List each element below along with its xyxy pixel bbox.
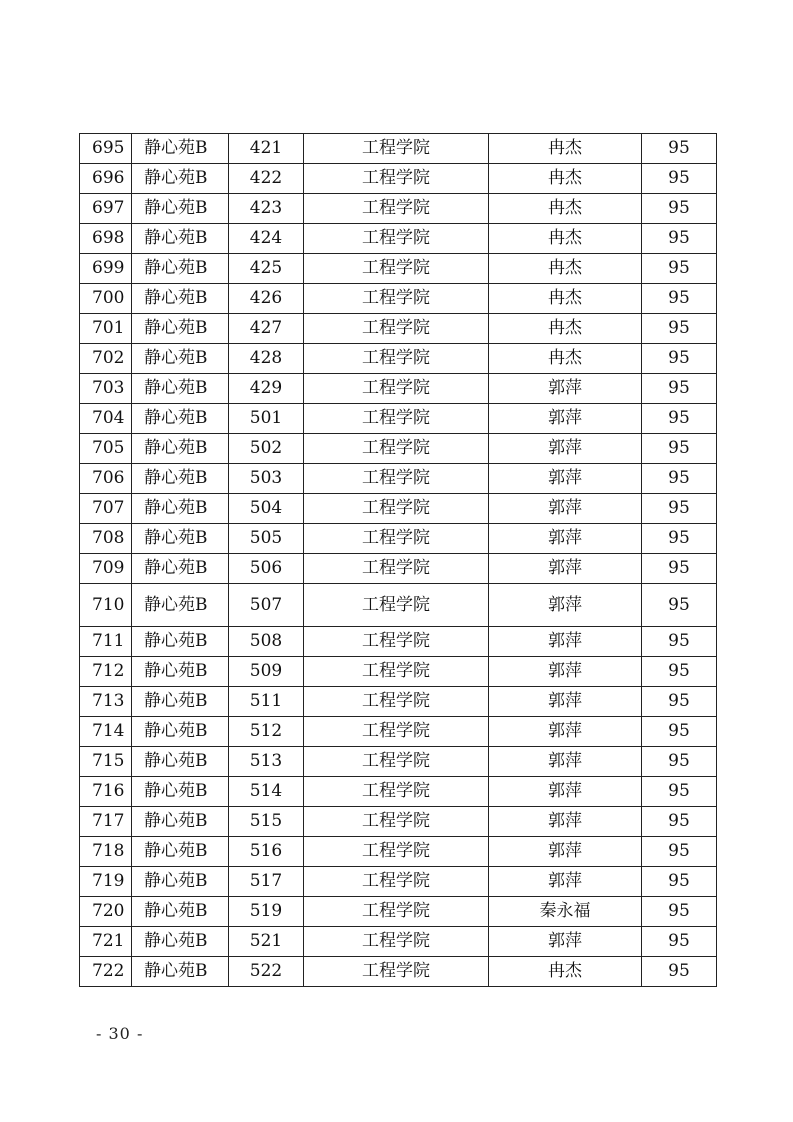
score-cell: 95	[642, 554, 717, 584]
score-cell: 95	[642, 837, 717, 867]
table-row	[80, 807, 717, 837]
row-number-cell: 721	[80, 927, 132, 957]
room-cell: 503	[229, 464, 304, 494]
row-number-cell: 719	[80, 867, 132, 897]
building-cell: 静心苑B	[132, 524, 229, 554]
page-number: - 30 -	[96, 1024, 144, 1043]
row-number-cell: 720	[80, 897, 132, 927]
table-row	[80, 194, 717, 224]
table-row	[80, 584, 717, 627]
table-row	[80, 867, 717, 897]
college-cell: 工程学院	[304, 627, 489, 657]
person-cell: 冉杰	[489, 254, 642, 284]
table-row	[80, 404, 717, 434]
building-cell: 静心苑B	[132, 224, 229, 254]
room-cell: 422	[229, 164, 304, 194]
row-number-cell: 717	[80, 807, 132, 837]
table-row	[80, 627, 717, 657]
table-row	[80, 837, 717, 867]
table-row	[80, 164, 717, 194]
score-cell: 95	[642, 927, 717, 957]
room-cell: 505	[229, 524, 304, 554]
score-cell: 95	[642, 134, 717, 164]
row-number-cell: 714	[80, 717, 132, 747]
room-cell: 424	[229, 224, 304, 254]
building-cell: 静心苑B	[132, 134, 229, 164]
person-cell: 郭萍	[489, 404, 642, 434]
room-cell: 425	[229, 254, 304, 284]
score-cell: 95	[642, 434, 717, 464]
table-body	[80, 134, 717, 987]
score-cell: 95	[642, 344, 717, 374]
person-cell: 郭萍	[489, 867, 642, 897]
room-cell: 426	[229, 284, 304, 314]
building-cell: 静心苑B	[132, 807, 229, 837]
building-cell: 静心苑B	[132, 584, 229, 627]
score-cell: 95	[642, 717, 717, 747]
person-cell: 郭萍	[489, 777, 642, 807]
college-cell: 工程学院	[304, 657, 489, 687]
person-cell: 郭萍	[489, 717, 642, 747]
college-cell: 工程学院	[304, 224, 489, 254]
college-cell: 工程学院	[304, 314, 489, 344]
person-cell: 郭萍	[489, 434, 642, 464]
table-row	[80, 687, 717, 717]
row-number-cell: 715	[80, 747, 132, 777]
building-cell: 静心苑B	[132, 837, 229, 867]
score-cell: 95	[642, 777, 717, 807]
person-cell: 郭萍	[489, 627, 642, 657]
table-row	[80, 897, 717, 927]
room-cell: 504	[229, 494, 304, 524]
college-cell: 工程学院	[304, 777, 489, 807]
score-cell: 95	[642, 524, 717, 554]
college-cell: 工程学院	[304, 194, 489, 224]
score-cell: 95	[642, 404, 717, 434]
table-row	[80, 434, 717, 464]
score-cell: 95	[642, 957, 717, 987]
person-cell: 冉杰	[489, 224, 642, 254]
row-number-cell: 706	[80, 464, 132, 494]
score-cell: 95	[642, 194, 717, 224]
building-cell: 静心苑B	[132, 284, 229, 314]
row-number-cell: 696	[80, 164, 132, 194]
row-number-cell: 704	[80, 404, 132, 434]
row-number-cell: 705	[80, 434, 132, 464]
score-cell: 95	[642, 807, 717, 837]
row-number-cell: 722	[80, 957, 132, 987]
college-cell: 工程学院	[304, 927, 489, 957]
score-cell: 95	[642, 464, 717, 494]
table-row	[80, 344, 717, 374]
room-cell: 501	[229, 404, 304, 434]
person-cell: 郭萍	[489, 554, 642, 584]
score-cell: 95	[642, 494, 717, 524]
table-row	[80, 494, 717, 524]
room-cell: 513	[229, 747, 304, 777]
building-cell: 静心苑B	[132, 344, 229, 374]
person-cell: 冉杰	[489, 344, 642, 374]
score-cell: 95	[642, 224, 717, 254]
room-cell: 429	[229, 374, 304, 404]
college-cell: 工程学院	[304, 687, 489, 717]
table-row	[80, 464, 717, 494]
row-number-cell: 711	[80, 627, 132, 657]
row-number-cell: 702	[80, 344, 132, 374]
person-cell: 冉杰	[489, 284, 642, 314]
building-cell: 静心苑B	[132, 867, 229, 897]
college-cell: 工程学院	[304, 867, 489, 897]
building-cell: 静心苑B	[132, 494, 229, 524]
person-cell: 郭萍	[489, 584, 642, 627]
room-cell: 428	[229, 344, 304, 374]
college-cell: 工程学院	[304, 584, 489, 627]
person-cell: 郭萍	[489, 747, 642, 777]
building-cell: 静心苑B	[132, 927, 229, 957]
score-cell: 95	[642, 747, 717, 777]
person-cell: 郭萍	[489, 927, 642, 957]
table-row	[80, 134, 717, 164]
table-row	[80, 254, 717, 284]
person-cell: 冉杰	[489, 134, 642, 164]
college-cell: 工程学院	[304, 464, 489, 494]
score-cell: 95	[642, 164, 717, 194]
table-row	[80, 717, 717, 747]
college-cell: 工程学院	[304, 554, 489, 584]
row-number-cell: 716	[80, 777, 132, 807]
score-cell: 95	[642, 284, 717, 314]
building-cell: 静心苑B	[132, 627, 229, 657]
college-cell: 工程学院	[304, 254, 489, 284]
row-number-cell: 701	[80, 314, 132, 344]
college-cell: 工程学院	[304, 404, 489, 434]
table-row	[80, 927, 717, 957]
table-row	[80, 777, 717, 807]
score-cell: 95	[642, 627, 717, 657]
college-cell: 工程学院	[304, 344, 489, 374]
score-cell: 95	[642, 687, 717, 717]
table-row	[80, 747, 717, 777]
college-cell: 工程学院	[304, 164, 489, 194]
room-cell: 517	[229, 867, 304, 897]
row-number-cell: 700	[80, 284, 132, 314]
college-cell: 工程学院	[304, 434, 489, 464]
room-cell: 521	[229, 927, 304, 957]
score-cell: 95	[642, 254, 717, 284]
table-row	[80, 284, 717, 314]
person-cell: 郭萍	[489, 374, 642, 404]
dormitory-score-table	[79, 133, 717, 987]
building-cell: 静心苑B	[132, 657, 229, 687]
building-cell: 静心苑B	[132, 747, 229, 777]
college-cell: 工程学院	[304, 134, 489, 164]
room-cell: 421	[229, 134, 304, 164]
college-cell: 工程学院	[304, 807, 489, 837]
table-row	[80, 224, 717, 254]
college-cell: 工程学院	[304, 897, 489, 927]
building-cell: 静心苑B	[132, 314, 229, 344]
room-cell: 522	[229, 957, 304, 987]
building-cell: 静心苑B	[132, 554, 229, 584]
college-cell: 工程学院	[304, 494, 489, 524]
row-number-cell: 703	[80, 374, 132, 404]
table-row	[80, 657, 717, 687]
row-number-cell: 695	[80, 134, 132, 164]
person-cell: 郭萍	[489, 837, 642, 867]
college-cell: 工程学院	[304, 524, 489, 554]
person-cell: 冉杰	[489, 314, 642, 344]
person-cell: 冉杰	[489, 957, 642, 987]
row-number-cell: 707	[80, 494, 132, 524]
building-cell: 静心苑B	[132, 374, 229, 404]
row-number-cell: 718	[80, 837, 132, 867]
college-cell: 工程学院	[304, 957, 489, 987]
room-cell: 516	[229, 837, 304, 867]
person-cell: 郭萍	[489, 464, 642, 494]
college-cell: 工程学院	[304, 837, 489, 867]
score-cell: 95	[642, 314, 717, 344]
table-row	[80, 554, 717, 584]
score-cell: 95	[642, 657, 717, 687]
building-cell: 静心苑B	[132, 434, 229, 464]
college-cell: 工程学院	[304, 284, 489, 314]
person-cell: 郭萍	[489, 524, 642, 554]
row-number-cell: 708	[80, 524, 132, 554]
building-cell: 静心苑B	[132, 957, 229, 987]
room-cell: 502	[229, 434, 304, 464]
score-cell: 95	[642, 584, 717, 627]
building-cell: 静心苑B	[132, 404, 229, 434]
row-number-cell: 712	[80, 657, 132, 687]
college-cell: 工程学院	[304, 747, 489, 777]
table-row	[80, 957, 717, 987]
row-number-cell: 699	[80, 254, 132, 284]
person-cell: 冉杰	[489, 194, 642, 224]
building-cell: 静心苑B	[132, 194, 229, 224]
row-number-cell: 698	[80, 224, 132, 254]
table-row	[80, 374, 717, 404]
row-number-cell: 710	[80, 584, 132, 627]
person-cell: 秦永福	[489, 897, 642, 927]
room-cell: 423	[229, 194, 304, 224]
score-cell: 95	[642, 374, 717, 404]
score-cell: 95	[642, 897, 717, 927]
building-cell: 静心苑B	[132, 777, 229, 807]
college-cell: 工程学院	[304, 717, 489, 747]
score-cell: 95	[642, 867, 717, 897]
room-cell: 514	[229, 777, 304, 807]
row-number-cell: 709	[80, 554, 132, 584]
building-cell: 静心苑B	[132, 687, 229, 717]
person-cell: 郭萍	[489, 687, 642, 717]
building-cell: 静心苑B	[132, 464, 229, 494]
building-cell: 静心苑B	[132, 717, 229, 747]
row-number-cell: 697	[80, 194, 132, 224]
building-cell: 静心苑B	[132, 897, 229, 927]
room-cell: 506	[229, 554, 304, 584]
room-cell: 507	[229, 584, 304, 627]
room-cell: 508	[229, 627, 304, 657]
room-cell: 512	[229, 717, 304, 747]
person-cell: 郭萍	[489, 657, 642, 687]
room-cell: 511	[229, 687, 304, 717]
room-cell: 515	[229, 807, 304, 837]
person-cell: 郭萍	[489, 494, 642, 524]
college-cell: 工程学院	[304, 374, 489, 404]
building-cell: 静心苑B	[132, 254, 229, 284]
room-cell: 427	[229, 314, 304, 344]
person-cell: 郭萍	[489, 807, 642, 837]
table-row	[80, 524, 717, 554]
row-number-cell: 713	[80, 687, 132, 717]
person-cell: 冉杰	[489, 164, 642, 194]
building-cell: 静心苑B	[132, 164, 229, 194]
room-cell: 519	[229, 897, 304, 927]
room-cell: 509	[229, 657, 304, 687]
table-row	[80, 314, 717, 344]
